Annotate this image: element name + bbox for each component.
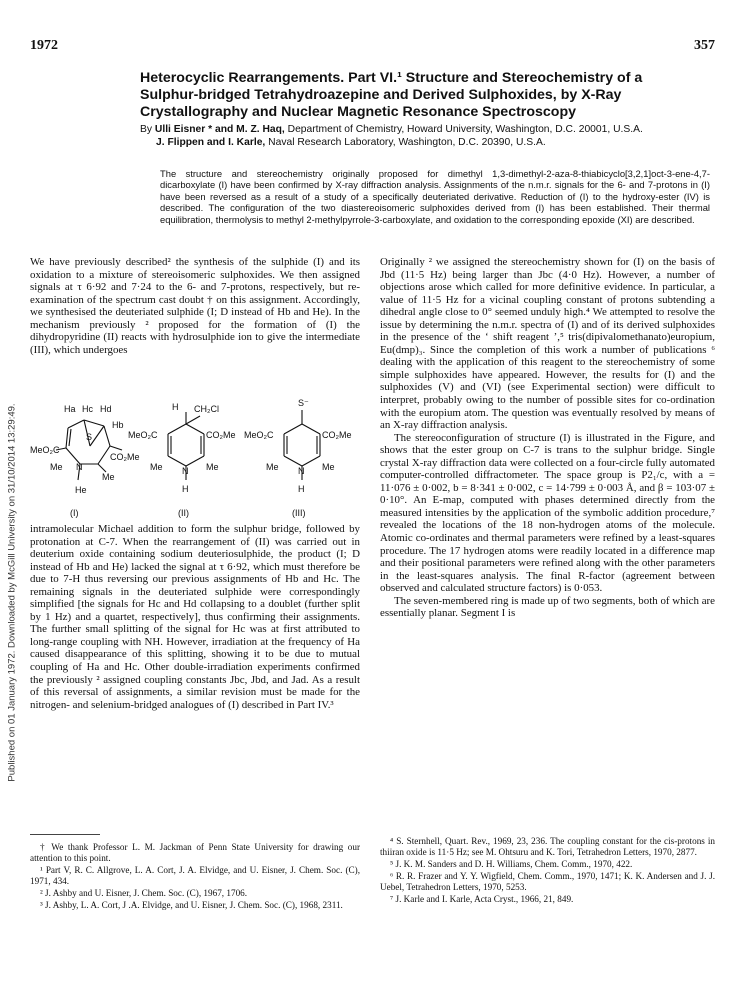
atom-me-1: Me (50, 462, 63, 472)
author-affiliation-1: Department of Chemistry, Howard University, Washington, D.C. 20001, U.S.A. (284, 124, 643, 135)
footnote: † We thank Professor L. M. Jackman of Penn State University for drawing our attention to this point. (30, 842, 360, 863)
atom-n1: N (76, 462, 83, 472)
author-block (140, 124, 730, 149)
footnote: ⁵ J. K. M. Sanders and D. H. Williams, Chem. Comm., 1970, 422. (390, 859, 633, 869)
atom-meo2c-3: MeO₂C (244, 430, 274, 440)
compound-label-III: (III) (292, 508, 306, 518)
atom-me-2: Me (102, 472, 115, 482)
atom-me-4: Me (206, 462, 219, 472)
compound-label-I: (I) (70, 508, 79, 518)
footnotes-left (30, 842, 360, 912)
chemical-structures (30, 398, 360, 522)
atom-co2me-3: CO₂Me (322, 430, 352, 440)
footnote: ² J. Ashby and U. Eisner, J. Chem. Soc. (C), 1967, 1706. (40, 888, 248, 898)
download-sidebar (0, 300, 20, 890)
atom-co2me-2: CO₂Me (206, 430, 236, 440)
atom-he: He (75, 485, 87, 495)
body-paragraph: Originally ² we assigned the stereochemistry shown for (I) on the basis of Jbd (11·5 Hz) being larger than Jbc (4·0 Hz). However, a number of objections arose which called for more definitive evidence. In particular, a value of 11·5 Hz for a vicinal coupling constant of protons subtending a dihedral angle close to 0° seemed unduly high.⁴ We attempted to resolve the issue by determining the n.m.r. spectra of (I) and of its derived sulphoxides in the presence of the ‘ shift reagent ’,⁵ tris(dipivalomethanato)europium, Eu(dmp)₃. Since the completion of this work a number of publications ⁶ dealing with the application of this reagent to the stereochemistry of some simple sulphoxides have appeared. However, the results for (I) and the sulphoxides (V) and (VI) (see Experimental section) were difficult to interpret, probably owing to the number of possible sites for co-ordination with the europium atom. The question was eventually resolved by means of an X-ray diffraction analysis. (380, 256, 715, 432)
body-paragraph: We have previously described² the synthesis of the sulphide (I) and its oxidation to a mixture of stereoisomeric sulphoxides. We then assigned signals at τ 6·92 and 7·24 to the 6- and 7-protons, respectively, but re-examination of the spectrum cast doubt † on this assignment. Accordingly, we synthesised the deuteriated sulphide (I; D instead of Hb and He). In the mechanism previously ² proposed for the formation of (I) the dihydropyridine (II) reacts with hydrosulphide ion to give the intermediate (III), which undergoes (30, 256, 360, 356)
author-names-2: J. Flippen and I. Karle, (156, 136, 266, 148)
left-column-top (30, 256, 360, 356)
atom-hd: Hd (100, 404, 112, 414)
atom-n-2: N (182, 466, 189, 476)
author-affiliation-2: Naval Research Laboratory, Washington, D.C. 20390, U.S.A. (265, 136, 546, 148)
body-paragraph: The stereoconfiguration of structure (I) is illustrated in the Figure, and shows that the ester group on C-7 is trans to the sulphur bridge. Single crystal X-ray diffraction data were collected on a four-circle fully automated computer-controlled diffractometer. The space group is P2₁/c, with a = 11·076 ± 0·002, b = 8·341 ± 0·002, c = 14·799 ± 0·003 Å, and β = 103·07 ± 0·10°. An E-map, computed with phases determined directly from the measured intensities by the application of the symbolic addition procedure,⁷ revealed the locations of the 18 non-hydrogen atoms of the molecule. Atomic co-ordinates and thermal parameters were refined by a least-squares procedure. The 17 hydrogen atoms were readily located in a difference map and their positional parameters were refined along with the other parameters in the least-squares analysis. The final R-factor (agreement between observed and calculated structure factors) is 0·053. (380, 431, 715, 595)
right-column (380, 256, 715, 620)
atom-h-2n: H (182, 484, 189, 494)
atom-s-minus: S⁻ (298, 398, 309, 408)
atom-me-3: Me (150, 462, 163, 472)
atom-s1: S (86, 432, 93, 442)
atom-ha: Ha (64, 404, 76, 414)
atom-n-3: N (298, 466, 305, 476)
article-title: Heterocyclic Rearrangements. Part VI.¹ Structure and Stereochemistry of a Sulphur-bridged Tetrahydroazepine and Derived Sulphoxides, by X-Ray Crystallography and Nuclear Magnetic Resonance Spectroscopy (140, 70, 643, 120)
footnote: ⁴ S. Sternhell, Quart. Rev., 1969, 23, 236. The coupling constant for the cis-protons in thiiran oxide is 11·5 Hz; see M. Ohtsuru and K. Tori, Tetrahedron Letters, 1970, 2877. (380, 836, 715, 857)
atom-meo2c-2: MeO₂C (128, 430, 158, 440)
abstract: The structure and stereochemistry originally proposed for dimethyl 1,3-dimethyl-2-aza-8-thiabicyclo[3,2,1]oct-3-ene-4,7-dicarboxylate (I) have been confirmed by X-ray diffraction analysis. Assignments of the n.m.r. signals for the 6- and 7-protons in (I) have been reversed as a result of a study of a specifically deuteriated derivative. Reduction of (I) to the hydroxy-ester (IV) is described. The configuration of the two diastereoisomeric sulphoxides derived from (I) has been established. Their thermal equilibration, thermolysis to methyl 2-methylpyrrole-3-carboxylate, and oxidation to the corresponding epoxide (XI) are described. (160, 168, 710, 225)
atom-ch2cl: CH₂Cl (194, 404, 219, 414)
footnote-rule-left (30, 834, 100, 835)
atom-me-5: Me (266, 462, 279, 472)
left-column-bottom (30, 523, 360, 711)
atom-hb: Hb (112, 420, 124, 430)
compound-label-II: (II) (178, 508, 189, 518)
author-by: By (140, 124, 155, 135)
atom-h-2: H (172, 402, 179, 412)
atom-co2me-1: CO₂Me (110, 452, 140, 462)
author-names-1: Ulli Eisner * and M. Z. Haq, (154, 124, 285, 135)
atom-hc: Hc (82, 404, 93, 414)
journal-year: 1972 (30, 38, 58, 53)
atom-meo2c-1: MeO₂C (30, 445, 60, 455)
footnotes-right (380, 836, 715, 906)
footnote: ⁷ J. Karle and I. Karle, Acta Cryst., 1966, 21, 849. (390, 894, 574, 904)
atom-me-6: Me (322, 462, 335, 472)
atom-h-3n: H (298, 484, 305, 494)
body-paragraph: intramolecular Michael addition to form the sulphur bridge, followed by protonation at C-7. When the rearrangement of (II) was carried out in deuterium oxide containing sodium deuteriosulphide, the product (I; D instead of Hb and He) lacked the signal at τ 6·92, which must therefore be due to 7-H thus reversing our previous assignments of Hb and Hc. The remaining signals in the deuteriated sulphide were correspondingly simplified [the signals for Hc and Hd collapsing to a doublet (further split by 1 Hz) and a quartet, respectively], thus confirming their assignments. The further small splitting of the signal for Hc was at first attributed to long-range coupling with NH. However, irradiation at the frequency of Ha caused disappearance of this splitting, showing it to be due to mutual coupling of Ha and Hc. Other double-irradiation experiments confirmed the previously ² assigned coupling constants Jbc, Jbd, and Jad. As a result of this reversal of assignments, a similar revision must be made for the nitrogen- and selenium-bridged analogues of (I) described in Part IV.³ (30, 523, 360, 711)
author-line-2 (140, 137, 730, 150)
download-notice[interactable]: Published on 01 January 1972. Downloaded by McGill University on 31/10/2014 13:29:49. (6, 403, 18, 782)
body-paragraph: The seven-membered ring is made up of two segments, both of which are essentially planar. Segment I is (380, 594, 715, 620)
page-number: 357 (694, 38, 715, 53)
author-line-1 (140, 124, 730, 137)
footnote: ⁶ R. R. Frazer and Y. Y. Wigfield, Chem. Comm., 1970, 1471; K. K. Andersen and J. J. Uebel, Tetrahedron Letters, 1970, 5253. (380, 871, 715, 892)
footnote: ¹ Part V, R. C. Allgrove, L. A. Cort, J. A. Elvidge, and U. Eisner, J. Chem. Soc. (C), 1971, 434. (30, 865, 360, 886)
footnote: ³ J. Ashby, L. A. Cort, J .A. Elvidge, and U. Eisner, J. Chem. Soc. (C), 1968, 2311. (40, 900, 343, 910)
